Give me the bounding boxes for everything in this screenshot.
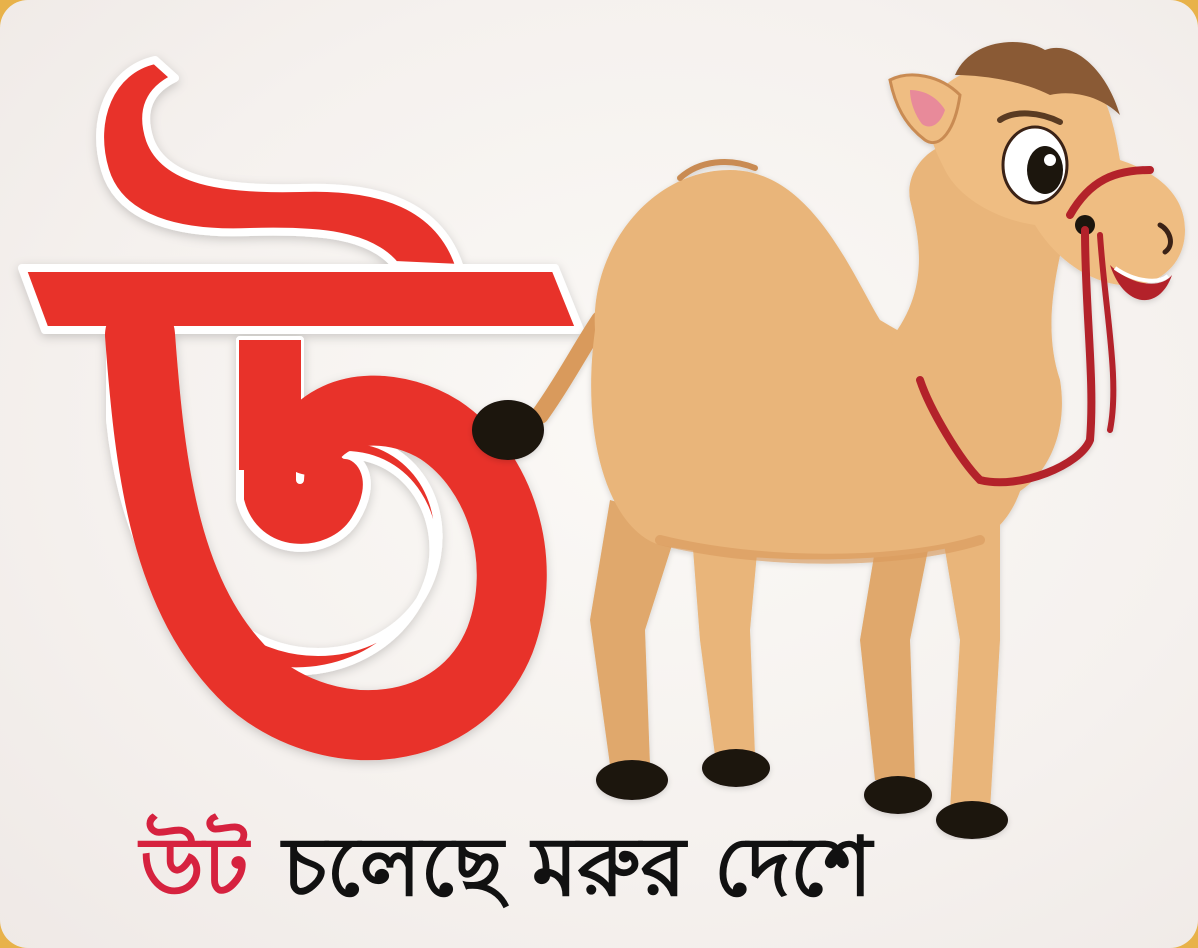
caption-line xyxy=(140,808,1100,928)
camel-hoof xyxy=(596,760,668,800)
camel-body-group xyxy=(472,42,1185,839)
camel-hoof xyxy=(702,749,770,787)
camel-tail-tuft xyxy=(472,400,544,460)
caption-word: উট xyxy=(140,820,249,915)
camel-illustration xyxy=(460,20,1198,840)
caption-phrase: চলেছে মরুর দেশে xyxy=(282,820,872,915)
